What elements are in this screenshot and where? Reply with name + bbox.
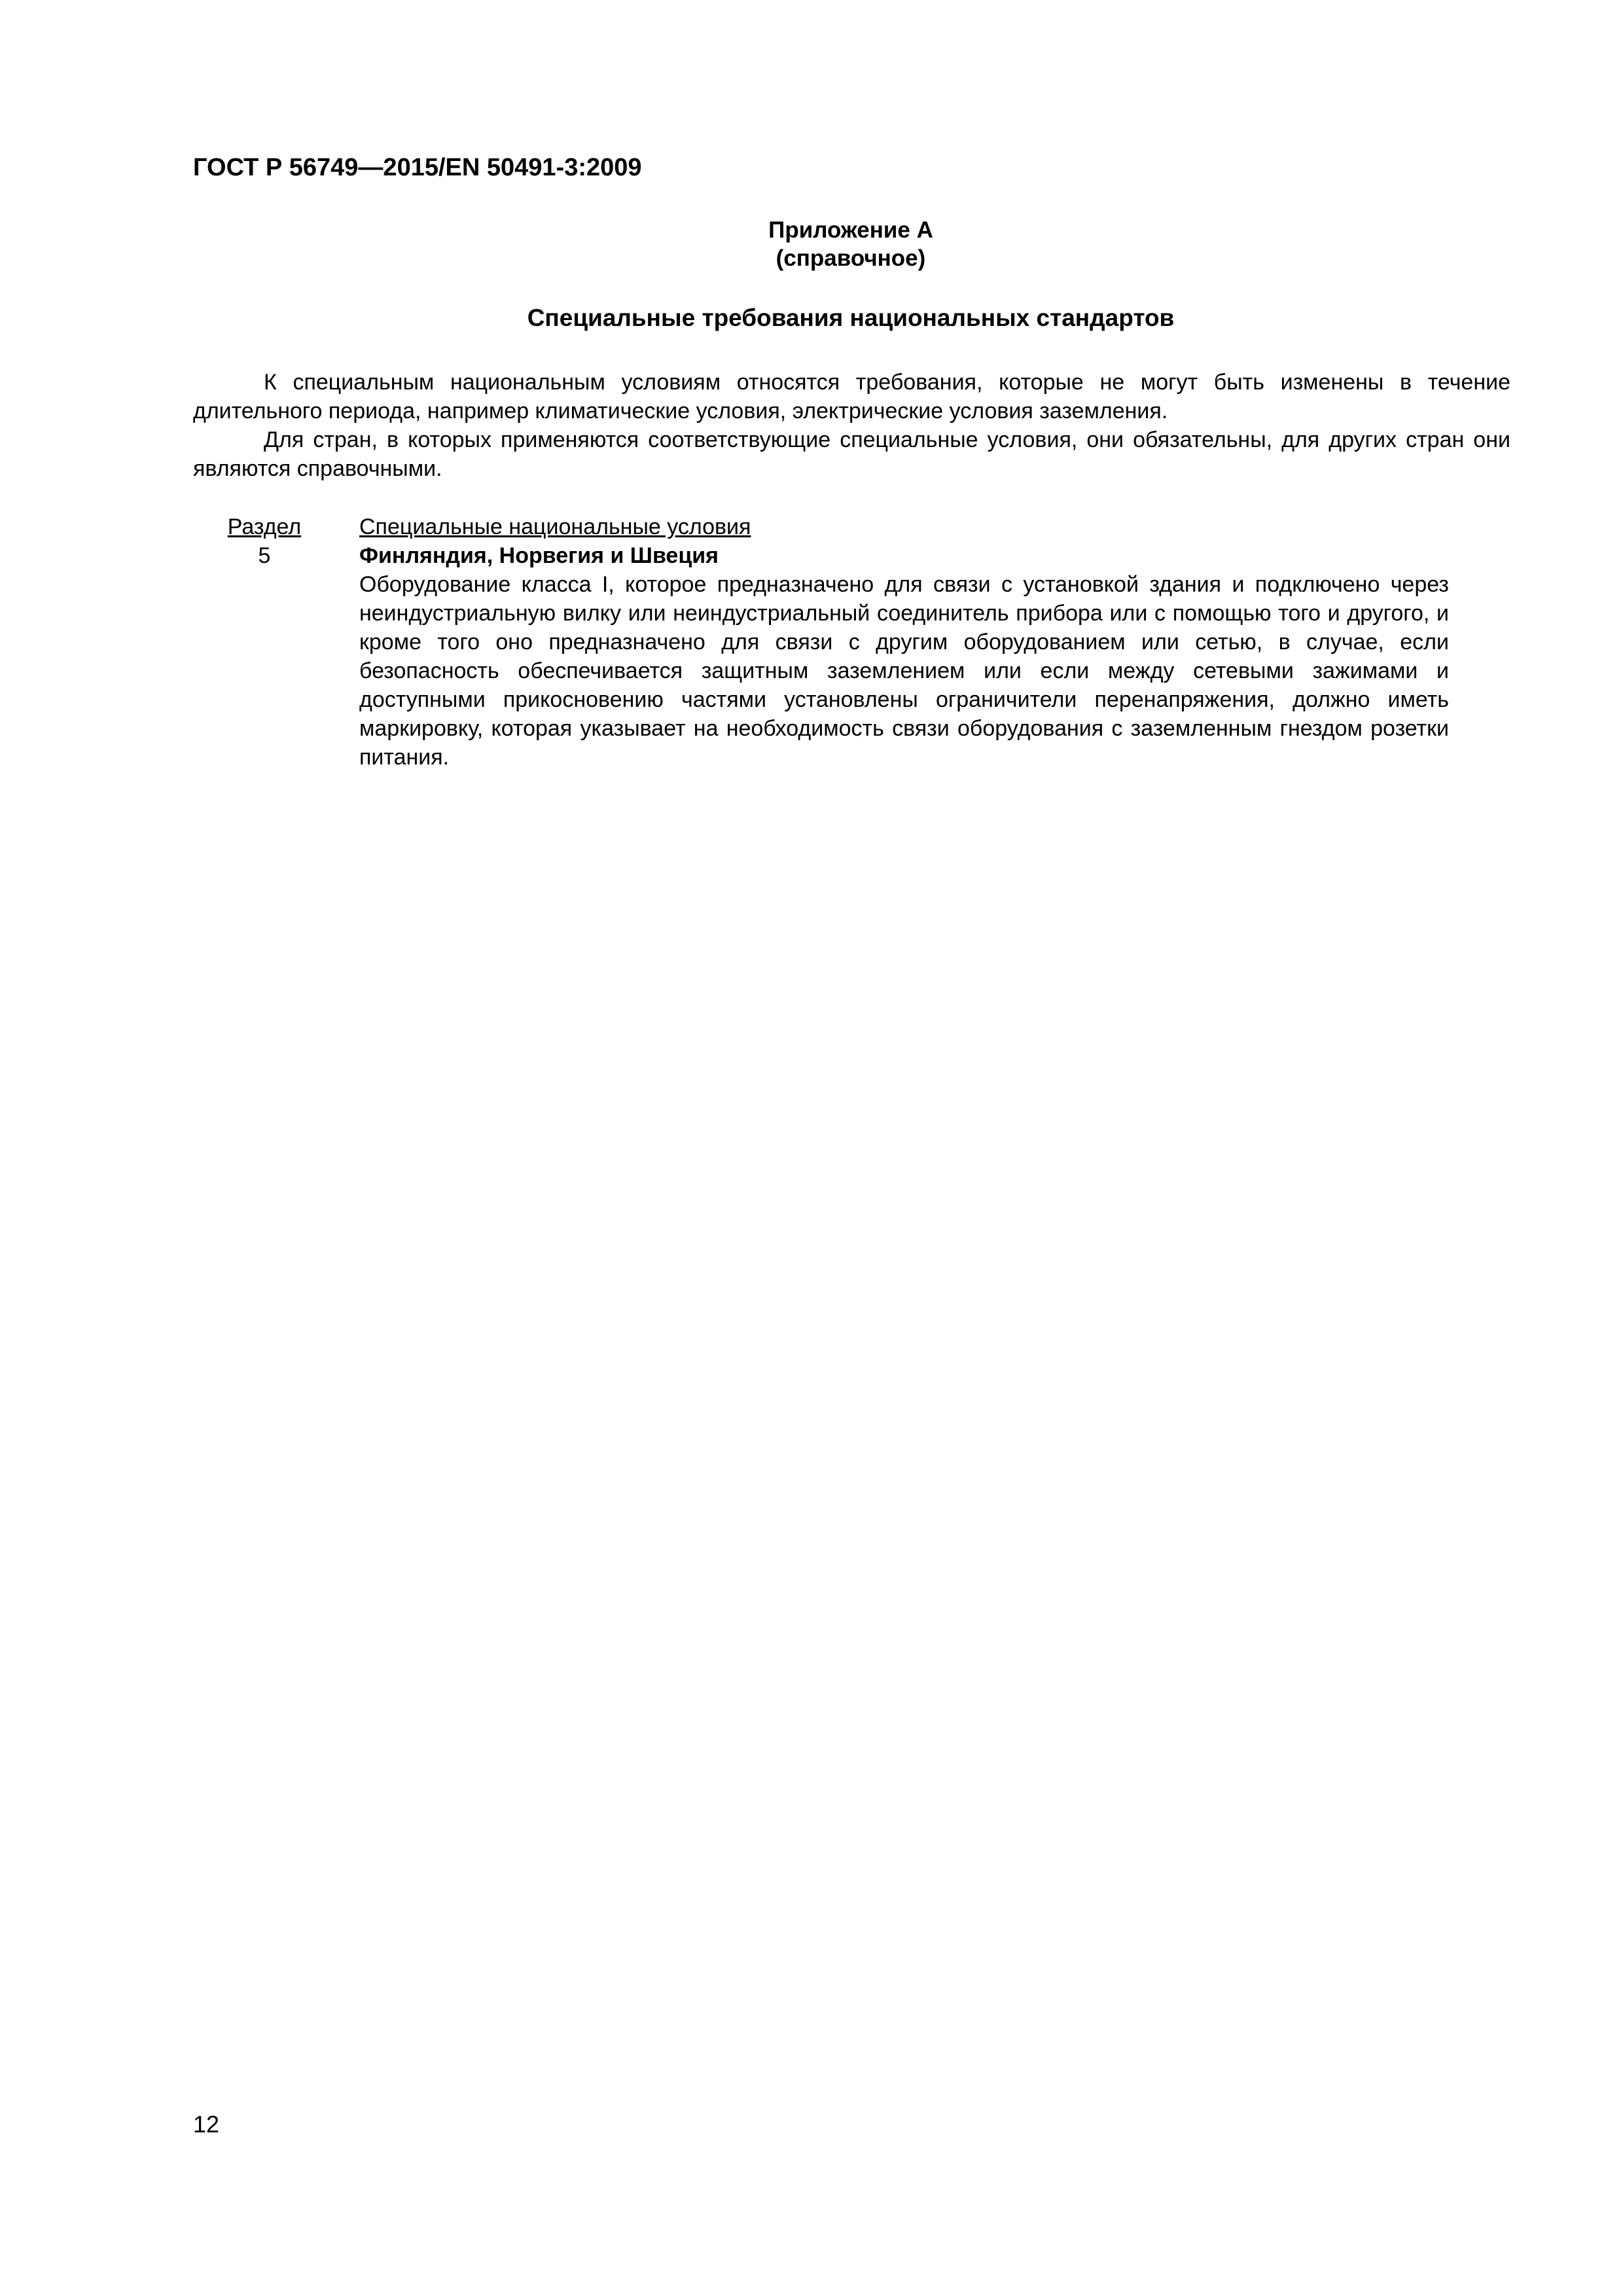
section-number: 5	[258, 543, 271, 568]
national-conditions-table	[193, 512, 1502, 772]
page-number: 12	[193, 2111, 220, 2138]
appendix-title: Приложение А	[768, 217, 933, 243]
section-number-cell	[193, 541, 359, 772]
appendix-type: (справочное)	[776, 245, 926, 271]
condition-content	[359, 541, 1449, 772]
intro-text	[193, 368, 1510, 483]
section-column-header-cell	[193, 512, 359, 541]
intro-paragraph: К специальным национальным условиям относятся требования, которые не могут быть изменены в течение длительного периода, например климатические условия, электрические условия заземления.	[193, 370, 1510, 423]
section-heading: Специальные требования национальных стандартов	[527, 304, 1175, 331]
condition-text: Оборудование класса I, которое предназначено для связи с установкой здания и подключено через неиндустриальную вилку или неиндустриальный соединитель прибора или с помощью того и другого, и кроме того оно предназначено для связи с другим оборудованием или сетью, в случае, если безопасность обеспечивается защитным заземлением или если между сетевыми зажимами и доступными прикосновению частями установлены ограничители перенапряжения, должно иметь маркировку, которая указывает на необходимость связи оборудования с заземленным гнездом розетки питания.	[359, 572, 1449, 770]
section-column-header: Раздел	[227, 514, 302, 539]
conditions-header-row	[193, 512, 1502, 541]
intro-paragraph: Для стран, в которых применяются соответствующие специальные условия, они обязательны, для других стран они являются справочными.	[193, 427, 1510, 481]
standard-code-header: ГОСТ Р 56749—2015/EN 50491-3:2009	[193, 154, 642, 181]
condition-countries: Финляндия, Норвегия и Швеция	[359, 543, 719, 568]
conditions-column-header: Специальные национальные условия	[359, 514, 751, 539]
appendix-title-block	[0, 216, 1623, 272]
table-row	[193, 541, 1502, 772]
